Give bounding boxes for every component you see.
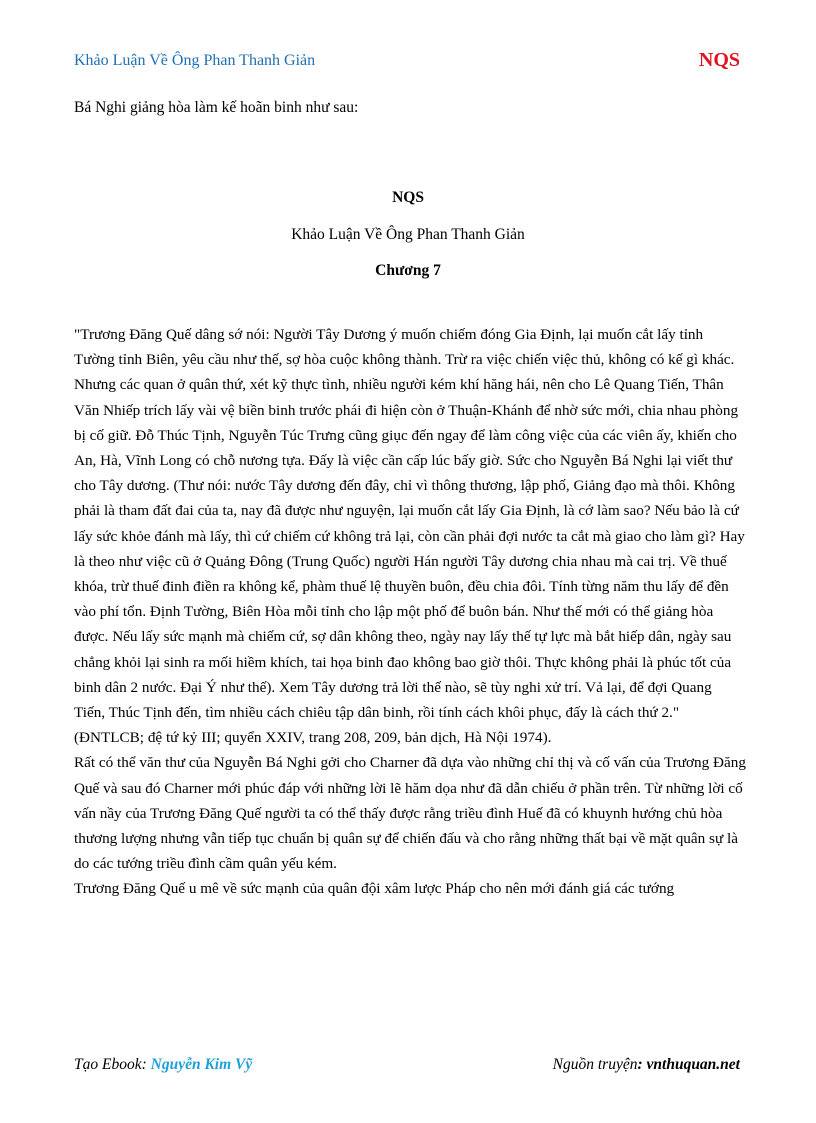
body-paragraph-quote: "Trương Đăng Quế dâng sớ nói: Người Tây Dương ý muốn chiếm đóng Gia Định, lại muốn cắt lấy tỉnh Tường tỉnh Biên, yêu cầu như thế, sợ hòa cuộc không thành. Trừ ra việc chiến việc thủ, không có kế gì khác. Nhưng các quan ở quân thứ, xét kỹ thực tình, nhiều người kém khí hăng hái, nên cho Lê Quang Tiến, Thân Văn Nhiếp trích lấy vài vệ biền binh trước phái đi hiện còn ở Thuận-Khánh để nhờ sức mới, chia nhau phòng bị cố giữ. Đỗ Thúc Tịnh, Nguyễn Túc Trưng cũng giục đến ngay để làm công việc của các viên ấy, khiến cho An, Hà, Vĩnh Long có chỗ nương tựa. Đấy là việc cần cấp lúc bấy giờ. Sức cho Nguyễn Bá Nghi lại viết thư cho Tây dương. (Thư nói: nước Tây dương đến đây, chỉ vì thông thương, lập phố, Giảng đạo mà thôi. Không phải là tham đất đai của ta, nay đã được như nguyện, lại muốn cắt lấy Gia Định, là cớ làm sao? Nếu bảo là cứ lấy sức khỏe đánh mà lấy, thì cứ chiếm cứ không trả lại, còn cần phải đợi nước ta cắt mà giao cho làm gì? Hay là theo như việc cũ ở Quảng Đông (Trung Quốc) người Hán người Tây dương chia nhau mà cai trị. Về thuế khóa, trừ thuế đinh điền ra không kể, phàm thuế lệ thuyền buôn, đều chia đôi. Tính từng năm thu lấy để đền vào phí tổn. Định Tường, Biên Hòa mỗi tỉnh cho lập một phố để buôn bán. Như thế mới có thể giảng hòa được. Nếu lấy sức mạnh mà chiếm cứ, sợ dân không theo, ngày nay lấy thế tự lực mà bắt hiếp dân, ngày sau chẳng khỏi lại sinh ra mối hiềm khích, tai họa binh đao không bao giờ thôi. Thực không phải là phúc tốt của binh dân 2 nước. Đại Ý như thế). Xem Tây dương trả lời thế nào, sẽ tùy nghi xử trí. Vả lại, để đợi Quang Tiến, Thúc Tịnh đến, tìm nhiều cách chiêu tập dân binh, rồi tính cách khôi phục, đấy là cách thứ 2." (ĐNTLCB; đệ tứ kỷ III; quyển XXIV, trang 208, 209, bản dịch, Hà Nội 1974). bbox=[74, 326, 745, 747]
body-text bbox=[74, 322, 746, 902]
page-footer bbox=[74, 1056, 740, 1078]
footer-credit-label: Tạo Ebook bbox=[74, 1056, 142, 1073]
chapter-author: NQS bbox=[392, 189, 424, 206]
chapter-book-title: Khảo Luận Về Ông Phan Thanh Giản bbox=[291, 226, 525, 243]
footer-credit-name: Nguyễn Kim Vỹ bbox=[150, 1056, 253, 1073]
footer-source-separator: : bbox=[637, 1056, 647, 1073]
footer-source bbox=[553, 1056, 740, 1074]
body-paragraph: Rất có thể văn thư của Nguyễn Bá Nghi gởi cho Charner đã dựa vào những chỉ thị và cố vấn của Trương Đăng Quế và sau đó Charner mới phúc đáp với những lời lẽ hăm dọa như đã dẫn chiếu ở phần trên. Từ những lời cố vấn nầy của Trương Đăng Quế người ta có thể thấy được rằng triều đình Huế đã có khuynh hướng chủ hòa thương lượng nhưng vẫn tiếp tục chuẩn bị quân sự để chiến đấu và cho rằng những thất bại về mặt quân sự là do các tướng triều đình cầm quân yếu kém. bbox=[74, 754, 746, 873]
header-title: Khảo Luận Về Ông Phan Thanh Giản bbox=[74, 52, 316, 69]
page-header bbox=[74, 50, 740, 74]
footer-credit bbox=[74, 1056, 252, 1074]
body-paragraph: Trương Đăng Quế u mê về sức mạnh của quân đội xâm lược Pháp cho nên mới đánh giá các tướng bbox=[74, 880, 675, 898]
footer-source-label: Nguồn truyện bbox=[552, 1056, 638, 1073]
footer-source-site: vnthuquan.net bbox=[646, 1056, 740, 1073]
intro-line: Bá Nghi giảng hòa làm kế hoãn binh như sau: bbox=[74, 99, 359, 116]
header-brand: NQS bbox=[698, 49, 740, 71]
footer-credit-separator: : bbox=[141, 1056, 151, 1073]
chapter-title: Chương 7 bbox=[375, 262, 441, 279]
